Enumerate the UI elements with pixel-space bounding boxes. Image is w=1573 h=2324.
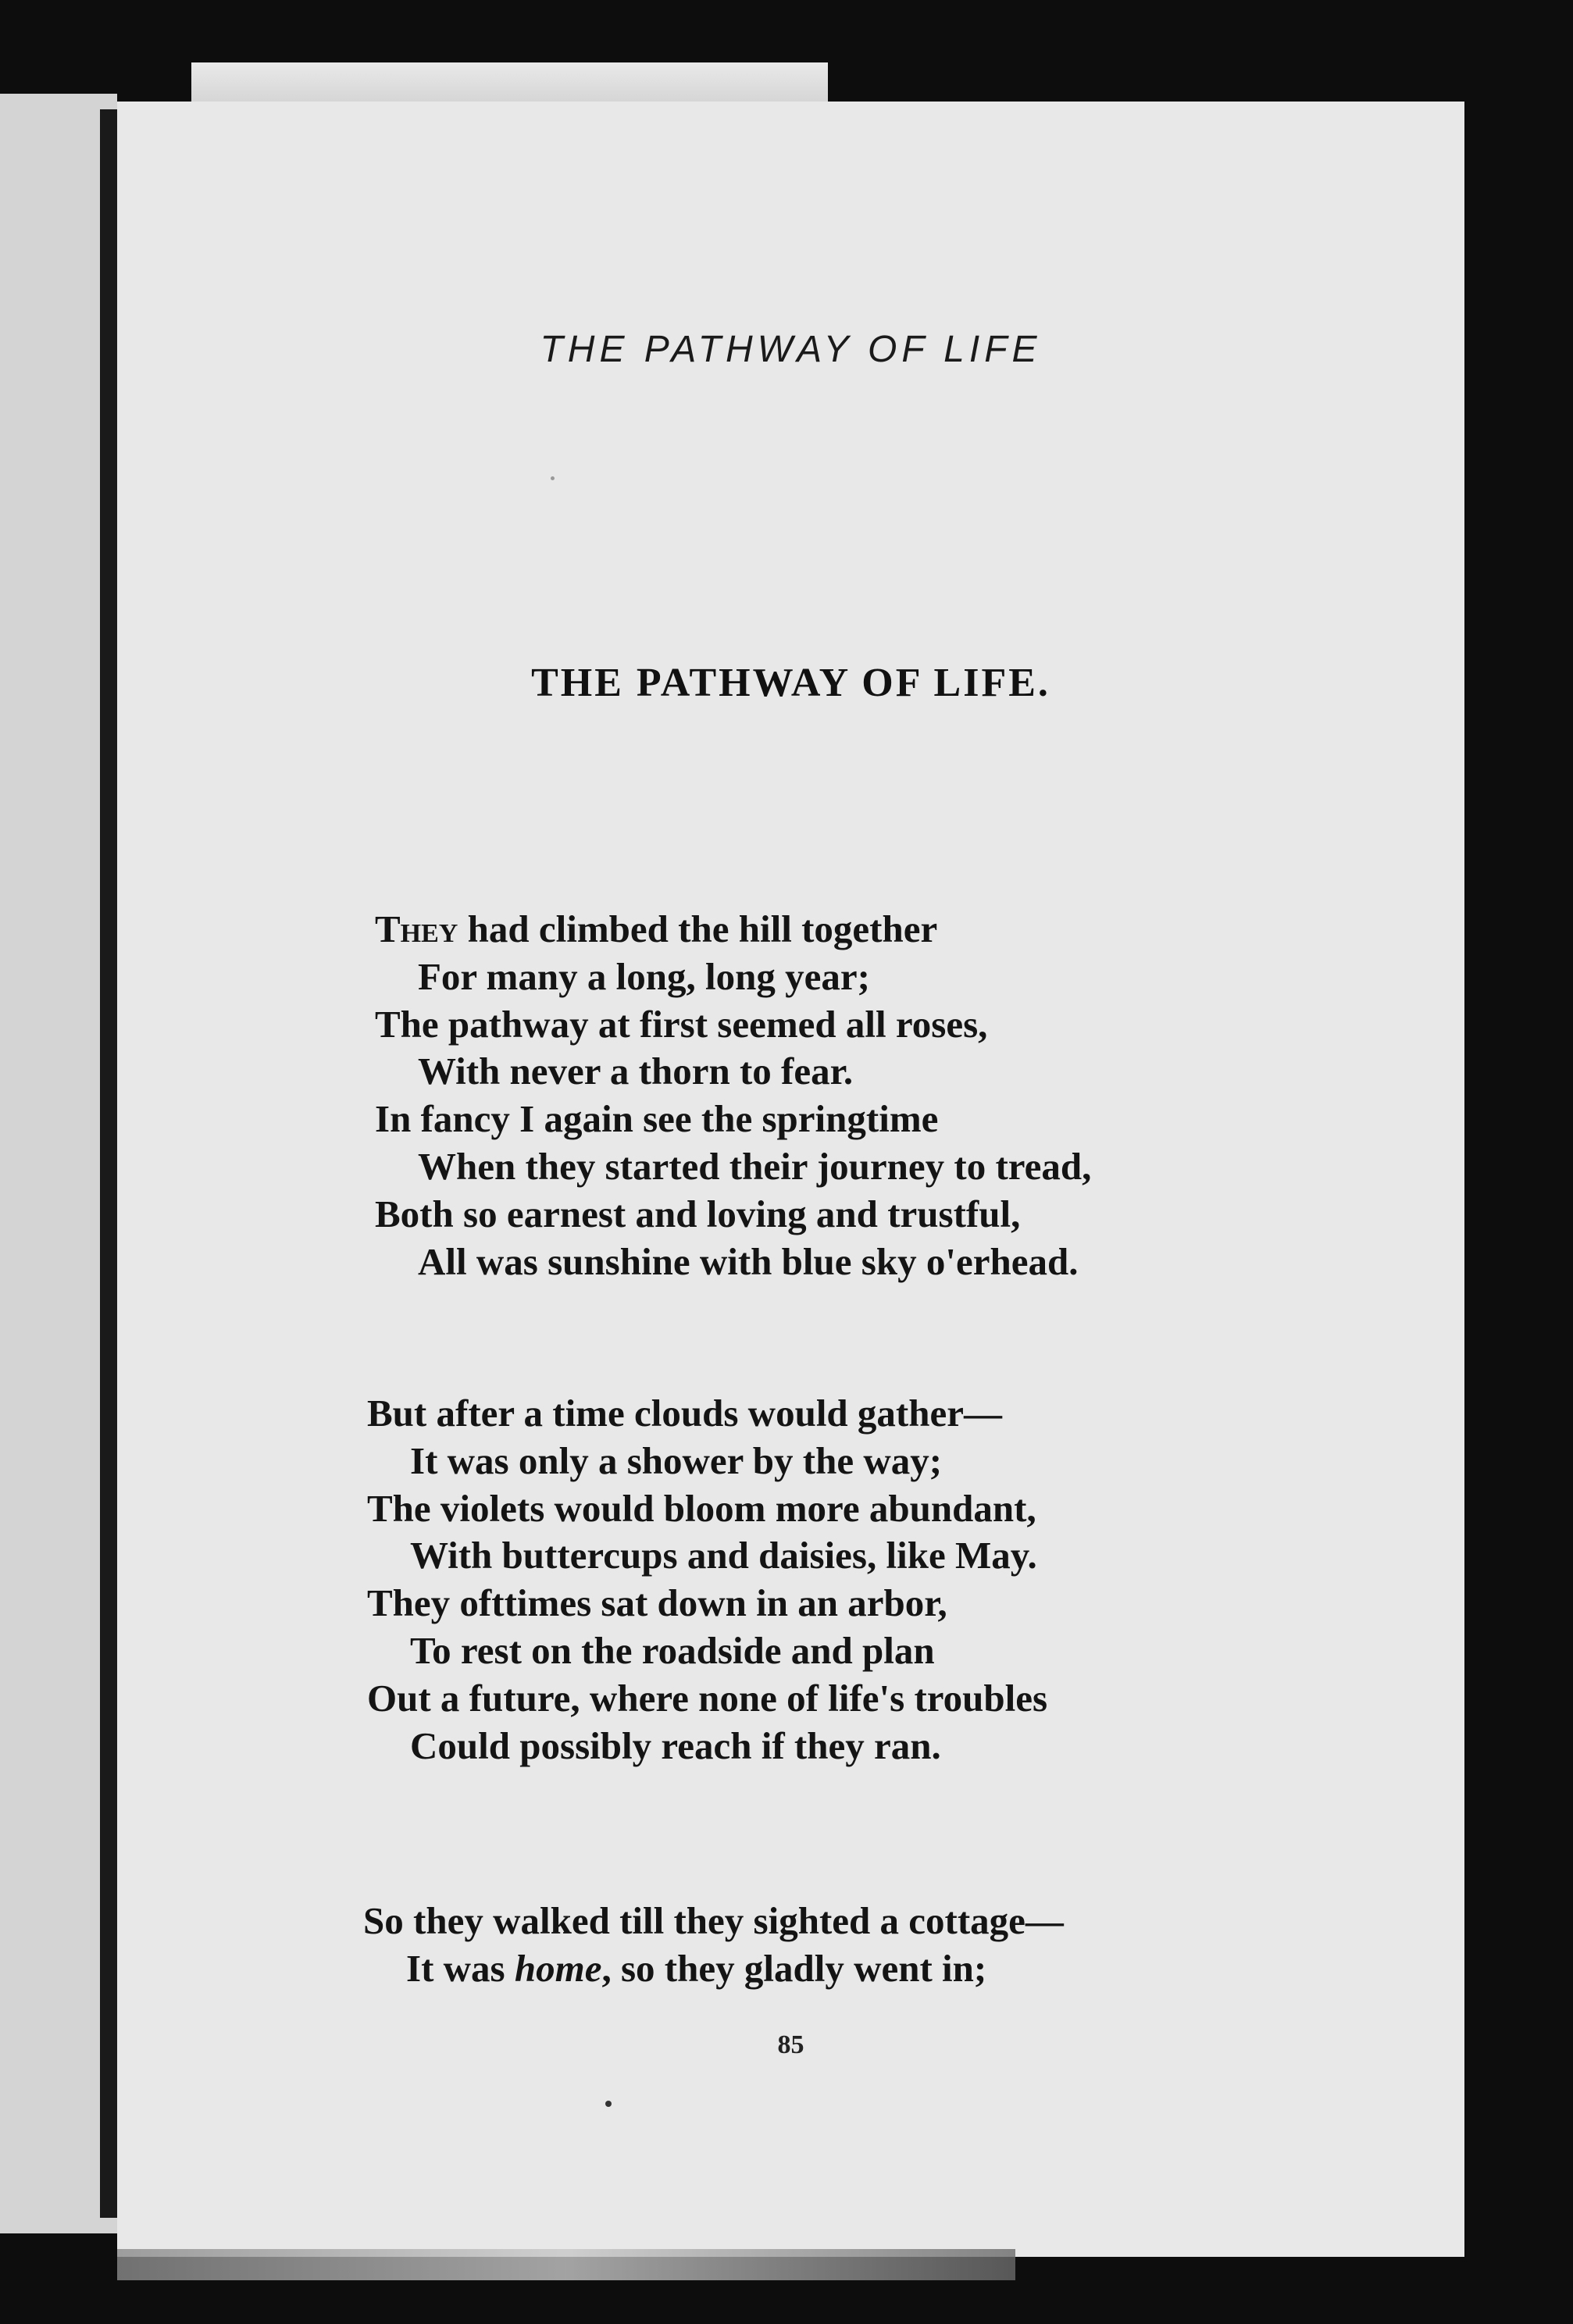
scan-speck	[605, 2101, 612, 2107]
page-number: 85	[777, 2030, 804, 2059]
poem-title: THE PATHWAY OF LIFE.	[531, 661, 1050, 705]
poem-line: Could possibly reach if they ran.	[410, 1723, 941, 1767]
poem-line: For many a long, long year;	[418, 954, 870, 998]
poem-line: In fancy I again see the springtime	[375, 1097, 939, 1141]
stanza-3	[363, 1898, 1379, 1993]
poem-line: Out a future, where none of life's troubles	[367, 1676, 1048, 1720]
emphasized-word: home	[514, 1946, 602, 1990]
poem-line: They had climbed the hill together	[375, 907, 938, 950]
poem-line: The violets would bloom more abundant,	[367, 1486, 1036, 1530]
poem-line: So they walked till they sighted a cottage—	[363, 1899, 1064, 1942]
poem-line: It was home, so they gladly went in;	[406, 1946, 987, 1990]
opening-word: They	[375, 907, 458, 950]
poem-line: When they started their journey to tread,	[418, 1144, 1092, 1188]
poem-line: It was only a shower by the way;	[410, 1438, 943, 1482]
poem-line: Both so earnest and loving and trustful,	[375, 1192, 1021, 1235]
stanza-2	[367, 1390, 1382, 1770]
book-page	[117, 102, 1464, 2257]
stanza-1	[375, 906, 1390, 1285]
scan-speck	[551, 476, 555, 480]
running-head: THE PATHWAY OF LIFE	[540, 329, 1042, 370]
poem-line: They ofttimes sat down in an arbor,	[367, 1581, 947, 1625]
poem-line: All was sunshine with blue sky o'erhead.	[418, 1239, 1079, 1283]
poem-line: But after a time clouds would gather—	[367, 1392, 1002, 1435]
poem-line: To rest on the roadside and plan	[410, 1628, 935, 1672]
poem-line: With buttercups and daisies, like May.	[410, 1534, 1037, 1577]
bottom-paper-strip	[117, 2249, 1015, 2280]
poem-line: With never a thorn to fear.	[418, 1050, 854, 1093]
page-gutter	[100, 109, 117, 2218]
poem-line: The pathway at first seemed all roses,	[375, 1002, 988, 1046]
